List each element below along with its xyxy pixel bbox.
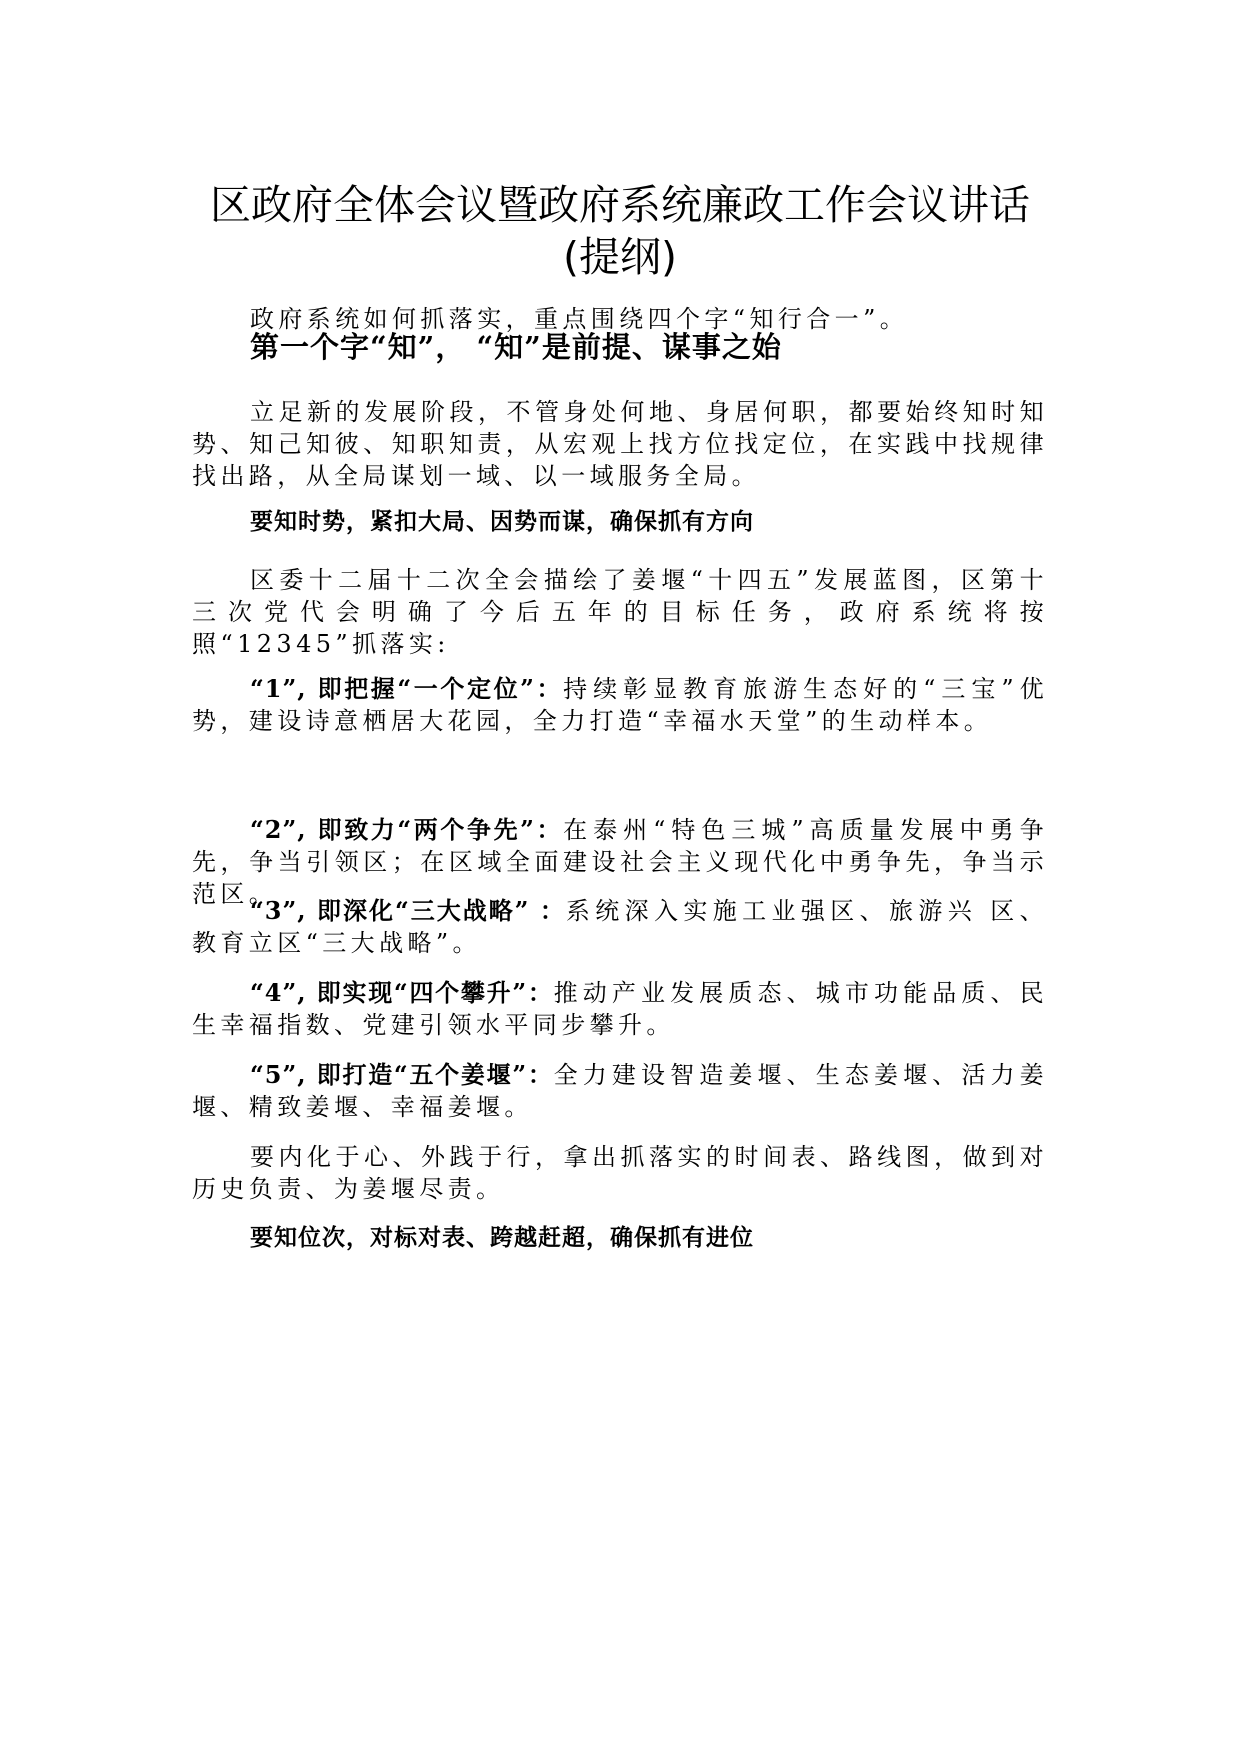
paragraph-12345: 区委十二届十二次全会描绘了姜堰“十四五”发展蓝图，区第十三次党代会明确了今后五年的目标任务，政府系统将按照“12345”抓落实:: [192, 566, 1048, 658]
item-4-lead: “4”, 即实现“四个攀升”：: [250, 978, 554, 1007]
item-1-text: 持续彰显教育旅游生态好的“三宝”优势，建设诗意栖居大花园，全力打造“幸福水天堂”的生动样本。: [192, 675, 1048, 735]
item-4: [192, 977, 1048, 1041]
item-5: [192, 1059, 1048, 1123]
paragraph-zhi-intro: 立足新的发展阶段，不管身处何地、身居何职，都要始终知时知势、知己知彼、知职知责，从宏观上找方位找定位，在实践中找规律找出路，从全局谋划一域、以一域服务全局。: [192, 398, 1048, 490]
paragraph-internalize: 要内化于心、外践于行，拿出抓落实的时间表、路线图，做到对历史负责、为姜堰尽责。: [192, 1143, 1048, 1203]
intro-paragraph: 政府系统如何抓落实，重点围绕四个字“知行合一”。: [250, 305, 909, 333]
item-3: [192, 895, 1048, 959]
subheading-zhi-weici: 要知位次，对标对表、跨越赶超，确保抓有进位: [250, 1224, 754, 1251]
item-1-lead: “1”, 即把握“一个定位”：: [250, 674, 564, 703]
section-heading-zhi: 第一个字“知”， “知”是前提、谋事之始: [250, 330, 782, 364]
item-3-text: 系统深入实施工业强区、旅游兴 区、教育立区“三大战略”。: [192, 897, 1048, 957]
document-title-line1: 区政府全体会议暨政府系统廉政工作会议讲话: [210, 181, 1030, 229]
item-2-lead: “2”, 即致力“两个争先”：: [250, 815, 564, 844]
subheading-zhi-shishi: 要知时势，紧扣大局、因势而谋，确保抓有方向: [250, 508, 754, 535]
item-2-text: 在泰州“特色三城”高质量发展中勇争先，争当引领区；在区域全面建设社会主义现代化中勇争先，争当示范区。: [192, 816, 1048, 908]
document-title-line2: (提纲): [563, 233, 677, 281]
item-4-text: 推动产业发展质态、城市功能品质、民生幸福指数、党建引领水平同步攀升。: [192, 979, 1048, 1039]
item-5-text: 全力建设智造姜堰、生态姜堰、活力姜堰、精致姜堰、幸福姜堰。: [192, 1061, 1048, 1121]
item-3-lead: “3”, 即深化“三大战略” ：: [250, 896, 566, 925]
item-1: [192, 673, 1048, 737]
item-5-lead: “5”, 即打造“五个姜堰”：: [250, 1060, 554, 1089]
